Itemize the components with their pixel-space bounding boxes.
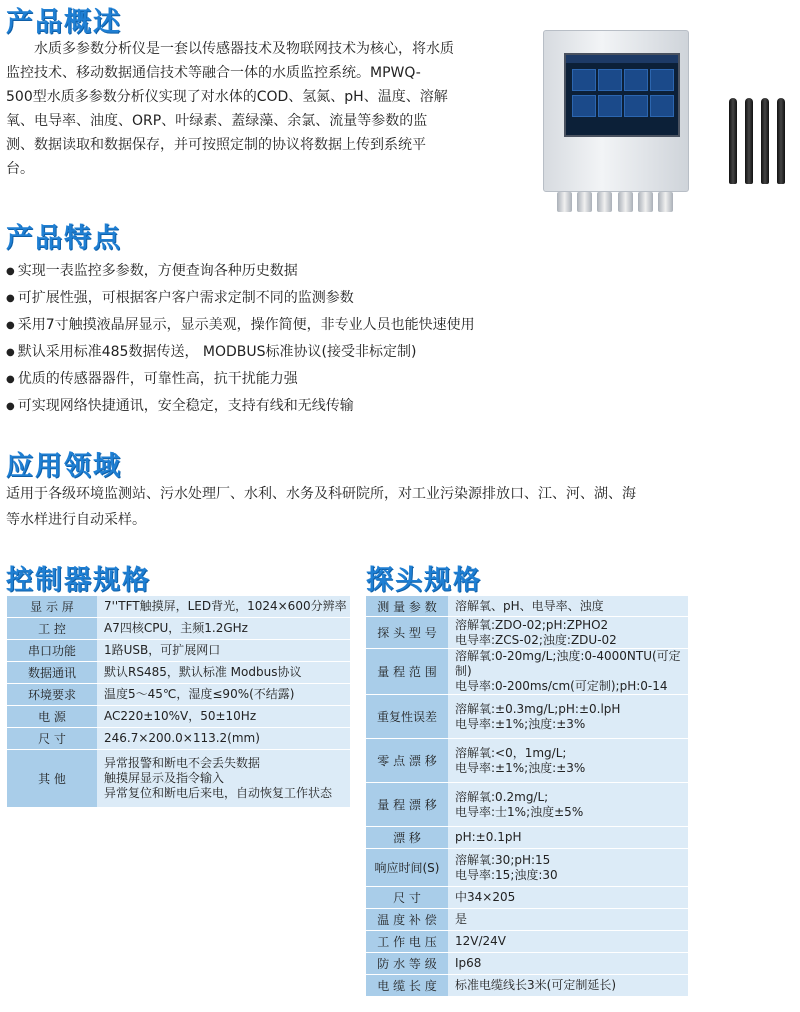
table-row	[366, 739, 688, 783]
spec-value-line: 溶解氧:ZDO-02;pH:ZPHO2	[455, 617, 609, 632]
application-paragraph	[6, 481, 796, 533]
application-heading: 应用领域	[6, 451, 122, 482]
spec-value: 标准电缆线长3米(可定制延长)	[448, 975, 688, 997]
features-heading: 产品特点	[6, 223, 122, 254]
spec-key: 环境要求	[7, 684, 97, 706]
table-row	[366, 649, 688, 695]
spec-value	[448, 849, 688, 887]
feature-item: ● 采用7寸触摸液晶屏显示，显示美观，操作简便，非专业人员也能快速使用	[6, 312, 475, 339]
overview-paragraph	[6, 37, 526, 181]
spec-value-line: 异常报警和断电不会丢失数据	[104, 756, 261, 770]
table-row	[7, 728, 350, 750]
spec-value-line: 电导率:±1%;浊度:±3%	[455, 716, 586, 731]
table-row	[7, 640, 350, 662]
spec-value: 溶解氧、pH、电导率、浊度	[448, 596, 688, 617]
analyzer-device-image	[537, 20, 693, 216]
table-row	[7, 706, 350, 728]
table-row	[366, 953, 688, 975]
table-row	[7, 750, 350, 808]
spec-key: 电 源	[7, 706, 97, 728]
spec-value	[448, 617, 688, 649]
spec-value-line: 电导率:15;浊度:30	[455, 867, 558, 882]
table-row	[366, 931, 688, 953]
spec-key: 串口功能	[7, 640, 97, 662]
spec-value: 246.7×200.0×113.2(mm)	[97, 728, 350, 750]
spec-value: 是	[448, 909, 688, 931]
spec-key: 量 程 范 围	[366, 649, 448, 695]
spec-key: 量 程 漂 移	[366, 783, 448, 827]
overview-heading: 产品概述	[6, 7, 122, 38]
spec-value-line: 溶解氧:0.2mg/L;	[455, 789, 549, 804]
feature-item: ● 优质的传感器器件，可靠性高，抗干扰能力强	[6, 366, 475, 393]
spec-key: 防 水 等 级	[366, 953, 448, 975]
table-row	[7, 618, 350, 640]
spec-value	[448, 739, 688, 783]
spec-value-line: 异常复位和断电后来电，自动恢复工作状态	[104, 786, 333, 800]
spec-value: A7四核CPU，主频1.2GHz	[97, 618, 350, 640]
spec-key: 测 量 参 数	[366, 596, 448, 617]
spec-value: 1路USB，可扩展网口	[97, 640, 350, 662]
spec-key: 温 度 补 偿	[366, 909, 448, 931]
spec-value	[97, 750, 350, 808]
table-row	[366, 596, 688, 617]
spec-value: Ip68	[448, 953, 688, 975]
spec-value: 默认RS485，默认标准 Modbus协议	[97, 662, 350, 684]
overview-line: 测、数据读取和数据保存，并可按照定制的协议将数据上传到系统平	[6, 137, 426, 153]
device-screen	[564, 53, 680, 137]
table-row	[366, 975, 688, 997]
spec-key: 其 他	[7, 750, 97, 808]
feature-item: ● 可扩展性强，可根据客户客户需求定制不同的监测参数	[6, 285, 475, 312]
probe-spec-heading: 探头规格	[366, 565, 482, 596]
spec-key: 漂 移	[366, 827, 448, 849]
spec-value-line: 电导率:±1%;浊度:±3%	[455, 760, 586, 775]
table-row	[7, 596, 350, 618]
spec-value-line: 电导率:士1%;浊度±5%	[455, 804, 584, 819]
application-line: 等水样进行自动采样。	[6, 512, 146, 528]
table-row	[366, 695, 688, 739]
spec-key: 尺 寸	[7, 728, 97, 750]
spec-key: 工 控	[7, 618, 97, 640]
spec-value	[448, 695, 688, 739]
spec-key: 零 点 漂 移	[366, 739, 448, 783]
spec-value-line: 电导率:0-200ms/cm(可定制);pH:0-14	[455, 679, 668, 693]
feature-item: ● 可实现网络快捷通讯，安全稳定，支持有线和无线传输	[6, 393, 475, 420]
device-housing	[543, 30, 689, 192]
table-row	[366, 617, 688, 649]
spec-key: 电 缆 长 度	[366, 975, 448, 997]
spec-value	[448, 783, 688, 827]
table-row	[366, 887, 688, 909]
application-line: 适用于各级环境监测站、污水处理厂、水利、水务及科研院所，对工业污染源排放口、江、河、湖、海	[6, 486, 636, 502]
spec-value-line: 触摸屏显示及指令输入	[104, 771, 225, 785]
spec-key: 工 作 电 压	[366, 931, 448, 953]
spec-key: 重复性误差	[366, 695, 448, 739]
spec-value: pH:±0.1pH	[448, 827, 688, 849]
features-list	[6, 258, 475, 420]
spec-value: 中34×205	[448, 887, 688, 909]
spec-value-line: 电导率:ZCS-02;浊度:ZDU-02	[455, 632, 617, 647]
overview-line: 监控技术、移动数据通信技术等融合一体的水质监控系统。MPWQ-	[6, 65, 421, 81]
spec-value: 7''TFT触摸屏，LED背光，1024×600分辨率	[97, 596, 350, 618]
feature-item: ● 实现一表监控多参数，方便查询各种历史数据	[6, 258, 475, 285]
spec-key: 探 头 型 号	[366, 617, 448, 649]
overview-line: 氧、电导率、油度、ORP、叶绿素、蓋绿藻、余氯、流量等参数的监	[6, 113, 428, 129]
controller-spec-table	[7, 596, 350, 808]
spec-key: 数据通讯	[7, 662, 97, 684]
spec-value: 12V/24V	[448, 931, 688, 953]
spec-value-line: 溶解氧:30;pH:15	[455, 852, 551, 867]
spec-value	[448, 649, 688, 695]
spec-value: 温度5～45℃，湿度≤90%(不结露)	[97, 684, 350, 706]
table-row	[7, 662, 350, 684]
probes-image	[727, 98, 787, 188]
spec-key: 响应时间(S)	[366, 849, 448, 887]
spec-value-line: 溶解氧:±0.3mg/L;pH:±0.lpH	[455, 701, 621, 716]
table-row	[366, 909, 688, 931]
table-row	[366, 849, 688, 887]
overview-line: 500型水质多参数分析仪实现了对水体的COD、氢氮、pH、温度、溶解	[6, 89, 448, 105]
spec-value-line: 溶解氧:0-20mg/L;浊度:0-4000NTU(可定制)	[455, 649, 681, 678]
spec-value: AC220±10%V，50±10Hz	[97, 706, 350, 728]
feature-item: ● 默认采用标准485数据传送， MODBUS标准协议(接受非标定制)	[6, 339, 475, 366]
overview-line: 台。	[6, 161, 34, 177]
controller-spec-heading: 控制器规格	[6, 565, 151, 596]
probe-spec-table	[366, 596, 688, 997]
spec-value-line: 溶解氧:<0，1mg/L;	[455, 745, 567, 760]
table-row	[7, 684, 350, 706]
cable-glands	[557, 192, 673, 214]
spec-key: 显 示 屏	[7, 596, 97, 618]
table-row	[366, 827, 688, 849]
spec-key: 尺 寸	[366, 887, 448, 909]
overview-line: 水质多参数分析仪是一套以传感器技术及物联网技术为核心，将水质	[34, 41, 454, 57]
table-row	[366, 783, 688, 827]
